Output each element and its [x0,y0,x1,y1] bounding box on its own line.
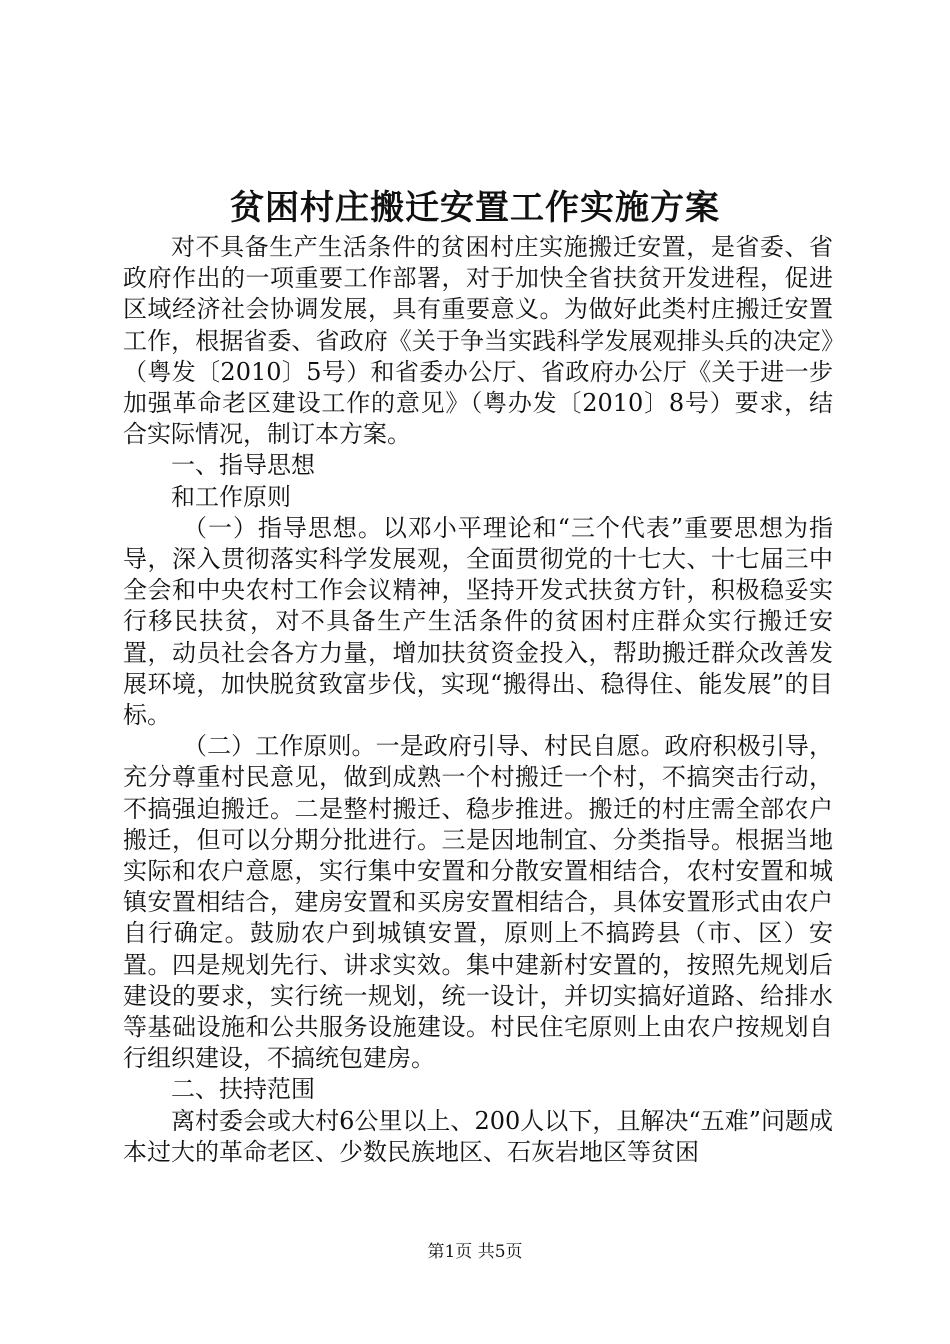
document-body [123,232,833,1168]
section-heading-1-cont: 和工作原则 [171,482,291,511]
page-footer: 第1页 共5页 [427,1242,523,1262]
paragraph-guiding-thought: （一）指导思想。以邓小平理论和“三个代表”重要思想为指导，深入贯彻落实科学发展观，全面贯彻党的十七大、十七届三中全会和中央农村工作会议精神，坚持开发式扶贫方针，积极稳妥实行移民扶贫，对不具备生产生活条件的贫困村庄群众实行搬迁安置，动员社会各方力量，增加扶贫资金投入，帮助搬迁群众改善发展环境，加快脱贫致富步伐，实现“搬得出、稳得住、能发展”的目标。 [123,513,833,730]
paragraph-intro: 对不具备生产生活条件的贫困村庄实施搬迁安置，是省委、省政府作出的一项重要工作部署，对于加快全省扶贫开发进程，促进区域经济社会协调发展，具有重要意义。为做好此类村庄搬迁安置工作，根据省委、省政府《关于争当实践科学发展观排头兵的决定》（粤发〔2010〕5号）和省委办公厅、省政府办公厅《关于进一步加强革命老区建设工作的意见》（粤办发〔2010〕8号）要求，结合实际情况，制订本方案。 [123,233,833,449]
document-title: 贫困村庄搬迁安置工作实施方案 [230,188,720,228]
paragraph-work-principles: （二）工作原则。一是政府引导、村民自愿。政府积极引导，充分尊重村民意见，做到成熟一个村搬迁一个村，不搞突击行动，不搞强迫搬迁。二是整村搬迁、稳步推进。搬迁的村庄需全部农户搬迁，但可以分期分批进行。三是因地制宜、分类指导。根据当地实际和农户意愿，实行集中安置和分散安置相结合，农村安置和城镇安置相结合，建房安置和买房安置相结合，具体安置形式由农户自行确定。鼓励农户到城镇安置，原则上不搞跨县（市、区）安置。四是规划先行、讲求实效。集中建新村安置的，按照先规划后建设的要求，实行统一规划，统一设计，并切实搞好道路、给排水等基础设施和公共服务设施建设。村民住宅原则上由农户按规划自行组织建设，不搞统包建房。 [123,732,833,1073]
paragraph-scope: 离村委会或大村6公里以上、200人以下，且解决“五难”问题成本过大的革命老区、少数民族地区、石灰岩地区等贫困 [123,1106,833,1166]
section-heading-1: 一、指导思想 [171,451,315,480]
section-heading-2: 二、扶持范围 [171,1075,315,1104]
